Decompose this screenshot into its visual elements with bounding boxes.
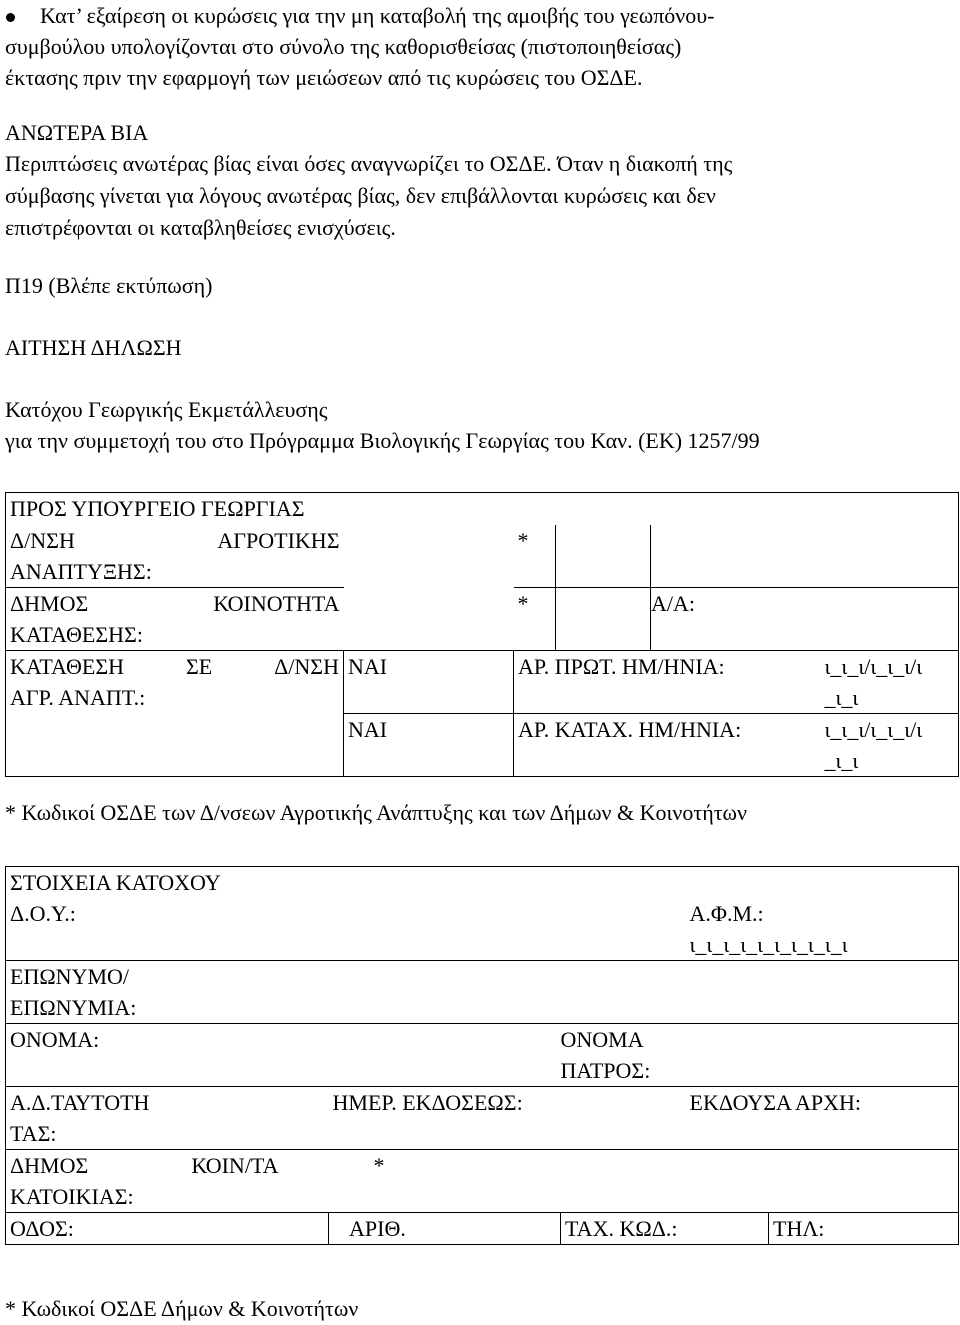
residence-municipality-label-cell [6, 1150, 329, 1213]
bullet-line-1: Κατ’ εξαίρεση οι κυρώσεις για την μη καταβολή της αμοιβής του γεωπόνου- [40, 3, 715, 28]
postcode-label: ΤΑΧ. ΚΩΔ.: [565, 1216, 678, 1241]
dept-gap [344, 525, 514, 588]
serial-number-label: Α/Α: [651, 590, 695, 616]
postcode-field[interactable] [561, 1213, 769, 1245]
surname-label-1: ΕΠΩΝΥΜΟ/ [10, 964, 130, 989]
protocol-date-line-2: _ι_ι [824, 684, 859, 710]
submission-label-a: ΚΑΤΑΘΕΣΗ [10, 653, 125, 679]
dept-label-c: ΑΝΑΠΤΥΞΗΣ: [10, 558, 152, 584]
protocol-label: ΑΡ. ΠΡΩΤ. ΗΜ/ΗΝΙΑ: [514, 650, 821, 713]
street-field[interactable] [6, 1213, 329, 1245]
registration-yes[interactable]: ΝΑΙ [344, 713, 514, 776]
table2-header: ΣΤΟΙΧΕΙΑ ΚΑΤΟΧΟΥ [6, 867, 959, 899]
surname-label-2: ΕΠΩΝΥΜΙΑ: [10, 995, 137, 1020]
table1-header: ΠΡΟΣ ΥΠΟΥΡΓΕΙΟ ΓΕΩΡΓΙΑΣ [6, 493, 959, 525]
residence-municipality-a: ΔΗΜΟΣ [10, 1153, 89, 1178]
registration-label: ΑΡ. ΚΑΤΑΧ. ΗΜ/ΗΝΙΑ: [514, 713, 821, 776]
bullet-icon [6, 13, 15, 22]
issue-date-field[interactable] [329, 1087, 686, 1150]
residence-municipality-c: ΚΑΤΟΙΚΙΑΣ: [10, 1184, 134, 1209]
dept-label-b: ΑΓΡΟΤΙΚΗΣ [217, 527, 340, 553]
id-card-label-2: ΤΑΣ: [10, 1121, 57, 1146]
force-majeure-line-2: σύμβασης γίνεται για λόγους ανωτέρας βίας, δεν επιβάλλονται κυρώσεις και δεν [5, 183, 716, 208]
tax-id-label: Α.Φ.Μ.: [689, 901, 764, 926]
holder-table [5, 866, 959, 1245]
ministry-table [5, 492, 959, 777]
serial-number-field[interactable] [651, 587, 959, 650]
force-majeure-line-3: επιστρέφονται οι καταβληθείσες ενισχύσεις. [5, 215, 396, 240]
submission-label-cell [6, 650, 344, 776]
municipality-code-field[interactable] [556, 587, 651, 650]
id-card-label-1: Α.Δ.ΤΑΥΤΟΤΗ [10, 1090, 150, 1115]
residence-municipality-star: * [373, 1153, 385, 1178]
force-majeure-line-1: Περιπτώσεις ανωτέρας βίας είναι όσες αναγνωρίζει το ΟΣΔΕ. Όταν η διακοπή της [5, 151, 733, 176]
issuing-authority-field[interactable] [686, 1087, 959, 1150]
tax-id-boxes: ι_ι_ι_ι_ι_ι_ι_ι_ι_ι [689, 932, 848, 957]
bullet-line-3: έκτασης πριν την εφαρμογή των μειώσεων από τις κυρώσεις του ΟΣΔΕ. [5, 65, 643, 90]
dept-extra-field[interactable] [651, 525, 959, 588]
municipality-label-cell [6, 587, 344, 650]
protocol-date-line-1: ι_ι_ι/ι_ι_ι/ι [824, 653, 923, 679]
protocol-date-field[interactable] [821, 650, 959, 713]
surname-field[interactable] [6, 961, 959, 1024]
bullet-line-2: συμβούλου υπολογίζονται στο σύνολο της καθορισθείσας (πιστοποιηθείσας) [5, 34, 682, 59]
tax-office-label: Δ.Ο.Υ.: [10, 901, 76, 926]
number-label: ΑΡΙΘ. [349, 1216, 406, 1241]
phone-field[interactable] [769, 1213, 959, 1245]
dept-star: * [514, 525, 556, 588]
submission-label-c: Δ/ΝΣΗ [274, 653, 339, 679]
first-name-label: ΟΝΟΜΑ: [10, 1027, 100, 1052]
residence-municipality-field[interactable] [329, 1150, 959, 1213]
issuing-authority-label: ΕΚΔΟΥΣΑ ΑΡΧΗ: [689, 1090, 862, 1115]
form-subtitle-line-1: Κατόχου Γεωργικής Εκμετάλλευσης [5, 397, 328, 422]
form-subtitle-line-2: για την συμμετοχή του στο Πρόγραμμα Βιολογικής Γεωργίας του Καν. (ΕΚ) 1257/99 [5, 428, 760, 453]
father-name-label-1: ΟΝΟΜΑ [560, 1027, 644, 1052]
municipality-label-b: ΚΟΙΝΟΤΗΤΑ [213, 590, 340, 616]
submission-label-b: ΣΕ [185, 653, 213, 679]
issue-date-label: ΗΜΕΡ. ΕΚΔΟΣΕΩΣ: [332, 1090, 523, 1115]
note-osde-codes: * Κωδικοί ΟΣΔΕ των Δ/νσεων Αγροτικής Ανάπτυξης και των Δήμων & Κοινοτήτων [5, 800, 747, 825]
father-name-field[interactable] [561, 1024, 959, 1087]
dept-label-a: Δ/ΝΣΗ [10, 527, 75, 553]
tax-office-field[interactable] [6, 898, 686, 961]
submission-label-d: ΑΓΡ. ΑΝΑΠΤ.: [10, 684, 146, 710]
force-majeure-heading: ΑΝΩΤΕΡΑ ΒΙΑ [5, 120, 149, 145]
registration-date-line-2: _ι_ι [824, 747, 859, 773]
municipality-label-c: ΚΑΤΑΘΕΣΗΣ: [10, 621, 143, 647]
registration-date-field[interactable] [821, 713, 959, 776]
municipality-star: * [514, 587, 556, 650]
municipality-gap [344, 587, 514, 650]
tax-id-field[interactable] [686, 898, 959, 961]
registration-date-line-1: ι_ι_ι/ι_ι_ι/ι [824, 716, 923, 742]
street-label: ΟΔΟΣ: [10, 1216, 74, 1241]
number-field[interactable] [329, 1213, 561, 1245]
id-card-field[interactable] [6, 1087, 329, 1150]
phone-label: ΤΗΛ: [773, 1216, 825, 1241]
protocol-yes[interactable]: ΝΑΙ [344, 650, 514, 713]
residence-municipality-b: ΚΟΙΝ/ΤΑ [191, 1153, 279, 1178]
father-name-label-2: ΠΑΤΡΟΣ: [560, 1058, 651, 1083]
form-reference: Π19 (Βλέπε εκτύπωση) [5, 273, 213, 298]
form-title: ΑΙΤΗΣΗ ΔΗΛΩΣΗ [5, 335, 182, 360]
note-municipality-codes: * Κωδικοί ΟΣΔΕ Δήμων & Κοινοτήτων [5, 1296, 359, 1321]
dept-code-field[interactable] [556, 525, 651, 588]
municipality-label-a: ΔΗΜΟΣ [10, 590, 89, 616]
dept-label-cell [6, 525, 344, 588]
first-name-field[interactable] [6, 1024, 561, 1087]
